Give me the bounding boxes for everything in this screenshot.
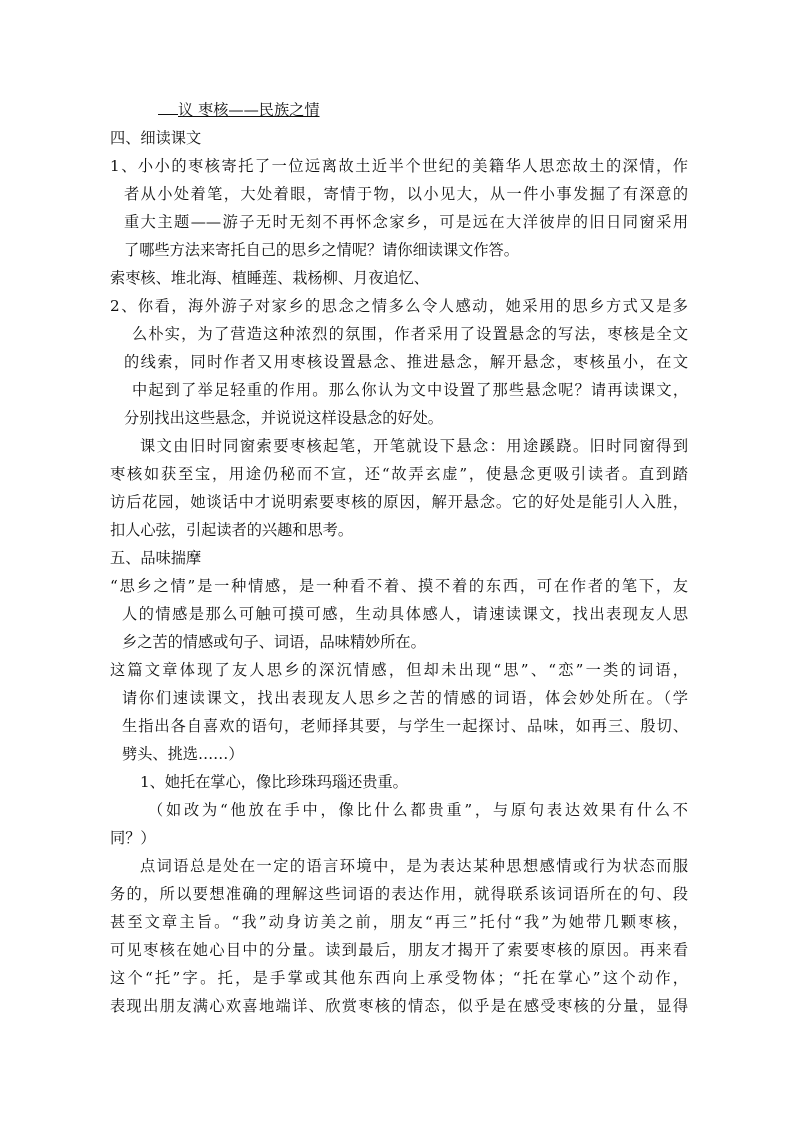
answer-2-line-4: 扣人心弦，引起读者的兴趣和思考。 [110,521,353,539]
fill-blank [158,96,178,115]
question-2-line-2: 么朴实，为了营造这种浓烈的氛围，作者采用了设置悬念的写法，枣核是全文 [132,325,688,343]
question-2-line-4: 中起到了举足轻重的作用。那么你认为文中设置了那些悬念呢？请再读课文， [132,381,688,399]
analysis-line-4: 可见枣核在她心目中的分量。读到最后，朋友才揭开了索要枣核的原因。再来看 [110,941,688,959]
para-5a-line-3: 乡之苦的情感或句子、词语，品味精妙所在。 [122,633,426,651]
analysis-line-6: 表现出朋友满心欢喜地端详、欣赏枣核的情态，似乎是在感受枣核的分量，显得 [110,997,688,1015]
section-4-heading: 四、细读课文 [110,129,202,147]
example-1-note-line-1: （如改为“他放在手中，像比什么都贵重”，与原句表达效果有什么不 [148,801,688,819]
analysis-line-5: 这个“托”字。托，是手掌或其他东西向上承受物体；“托在掌心”这个动作， [110,969,688,987]
section-5-heading: 五、品味揣摩 [110,549,202,567]
question-2-line-5: 分别找出这些悬念，并说说这样设悬念的好处。 [124,409,443,427]
analysis-line-2: 务的，所以要想准确的理解这些词语的表达作用，就得联系该词语所在的句、段 [110,885,688,903]
para-5a-line-1: “思乡之情”是一种情感，是一种看不着、摸不着的东西，可在作者的笔下，友 [110,577,688,595]
para-5b-line-1: 这篇文章体现了友人思乡的深沉情感，但却未出现“思”、“恋”一类的词语， [110,661,688,679]
question-2-line-3: 的线索，同时作者又用枣核设置悬念、推进悬念，解开悬念，枣核虽小，在文 [124,353,688,371]
answer-1: 索枣核、堆北海、植睡莲、栽杨柳、月夜追忆、 [110,269,429,287]
question-1-line-4: 了哪些方法来寄托自己的思乡之情呢？请你细读课文作答。 [124,241,519,259]
para-5b-line-3: 生指出各自喜欢的语句，老师择其要，与学生一起探讨、品味，如再三、殷切、 [122,717,688,735]
example-1: 1、她托在掌心，像比珍珠玛瑙还贵重。 [140,773,408,791]
question-1-line-1: 1、小小的枣核寄托了一位远离故土近半个世纪的美籍华人思恋故土的深情，作 [110,157,688,175]
para-5b-line-4: 劈头、挑选……） [122,745,244,763]
question-1-line-2: 者从小处着笔，大处着眼，寄情于物，以小见大，从一件小事发掘了有深意的 [124,185,688,203]
question-2-line-1: 2、你看，海外游子对家乡的思念之情多么令人感动，她采用的思乡方式又是多 [110,297,688,315]
analysis-line-1: 点词语总是处在一定的语言环境中，是为表达某种思想感情或行为状态而服 [140,857,688,875]
document-body [110,96,688,1020]
answer-2-line-3: 访后花园，她谈话中才说明索要枣核的原因，解开悬念。它的好处是能引人入胜， [110,493,688,511]
question-1-line-3: 重大主题——游子无时无刻不再怀念家乡，可是远在大洋彼岸的旧日同窗采用 [124,213,688,231]
answer-2-line-2: 枣核如获至宝，用途仍秘而不宣，还“故弄玄虚”，使悬念更吸引读者。直到踏 [110,465,688,483]
analysis-line-3: 甚至文章主旨。“我”动身访美之前，朋友“再三”托付“我”为她带几颗枣核， [110,913,688,931]
para-5a-line-2: 人的情感是那么可触可摸可感，生动具体感人，请速读课文，找出表现友人思 [122,605,688,623]
para-5b-line-2: 请你们速读课文，找出表现友人思乡之苦的情感的词语，体会妙处所在。（学 [122,689,688,707]
lesson-title-line [110,96,688,124]
example-1-note-line-2: 同？） [110,829,156,847]
answer-2-line-1: 课文由旧时同窗索要枣核起笔，开笔就设下悬念：用途蹊跷。旧时同窗得到 [140,437,688,455]
lesson-title: 议 枣核——民族之情 [178,101,320,119]
